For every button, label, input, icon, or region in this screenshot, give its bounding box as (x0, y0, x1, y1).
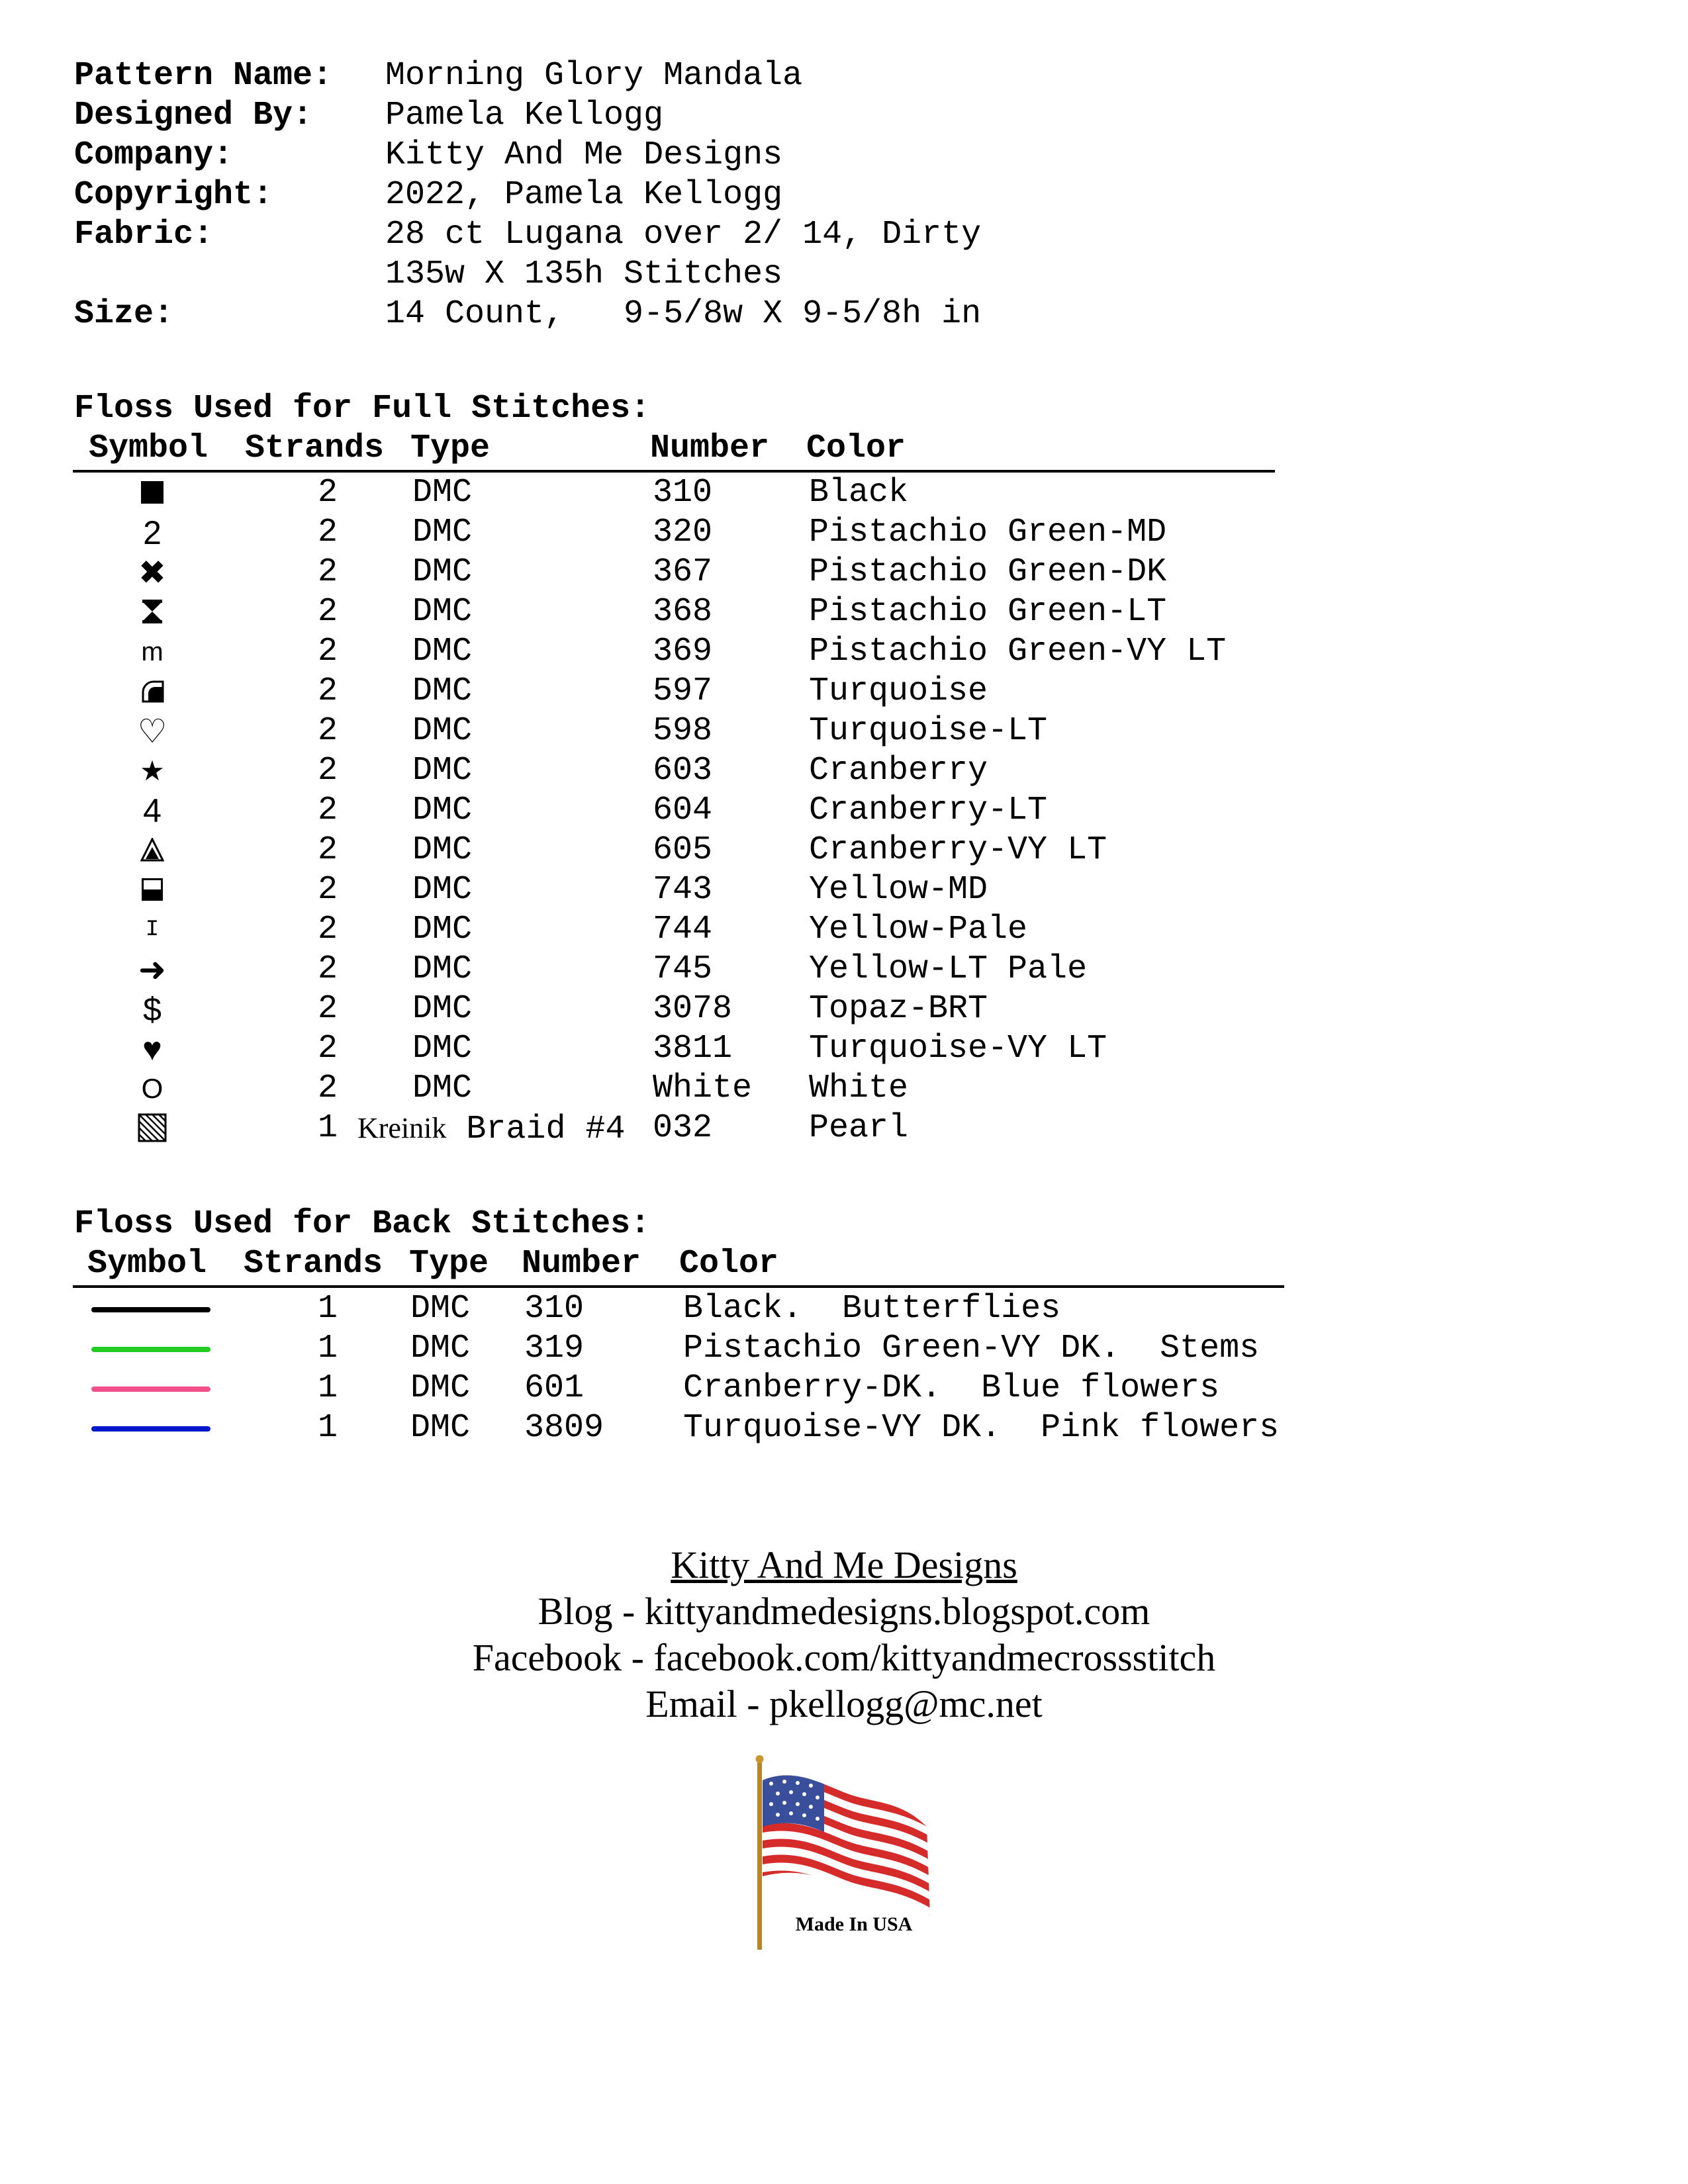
footer-blog[interactable]: Blog - kittyandmedesigns.blogspot.com (538, 1590, 1150, 1633)
strands-cell: 2 (318, 990, 338, 1028)
strands-cell: 2 (318, 1030, 338, 1068)
type-cell: DMC (410, 1330, 471, 1367)
color-cell: Pearl (809, 1109, 909, 1147)
info-label: Designed By: (74, 97, 313, 134)
strands-cell: 2 (318, 474, 338, 512)
strands-cell: 2 (318, 831, 338, 869)
number-cell: 032 (653, 1109, 713, 1147)
full-stitches-title: Floss Used for Full Stitches: (74, 390, 651, 428)
strands-cell: 2 (318, 792, 338, 829)
type-cell: DMC (412, 593, 473, 631)
table-row (0, 553, 1688, 592)
strands-cell: 2 (318, 871, 338, 909)
type-cell: DMC (412, 1030, 473, 1068)
number-cell: 597 (653, 672, 713, 710)
color-cell: Pistachio Green-DK (809, 553, 1167, 591)
table-row (0, 989, 1688, 1029)
table-row (0, 870, 1688, 910)
header-number: Number (522, 1245, 641, 1283)
type-cell: DMC (412, 950, 473, 988)
type-cell: DMC (410, 1290, 471, 1328)
type-cell (357, 1109, 625, 1150)
number-cell: 310 (524, 1290, 585, 1328)
type-cell: DMC (410, 1369, 471, 1407)
header-color: Color (679, 1245, 779, 1283)
color-cell: Turquoise-VY DK. Pink flowers (683, 1409, 1280, 1447)
table-row (0, 513, 1688, 553)
color-cell: Black (809, 474, 909, 512)
strands-cell: 2 (318, 752, 338, 790)
color-cell: Turquoise-LT (809, 712, 1048, 750)
number-cell: 368 (653, 593, 713, 631)
type-cell: DMC (412, 672, 473, 710)
number-cell: 744 (653, 911, 713, 948)
number-cell: 3078 (653, 990, 733, 1028)
strands-cell: 2 (318, 633, 338, 670)
number-cell: 743 (653, 871, 713, 909)
m-glyph: m (141, 637, 164, 666)
made-in-usa-logo (748, 1754, 940, 1952)
type-cell: DMC (412, 514, 473, 551)
type-cell: DMC (412, 553, 473, 591)
number-cell: 604 (653, 792, 713, 829)
number-cell: 745 (653, 950, 713, 988)
table-row (0, 831, 1688, 870)
table-row (0, 672, 1688, 711)
hourglass-icon (126, 592, 179, 632)
strands-cell: 2 (318, 1069, 338, 1107)
right-arrow-icon: ➜ (138, 951, 166, 988)
back-table-rule (73, 1285, 1284, 1288)
hatched-square-icon (126, 1109, 179, 1148)
pink-line-icon (91, 1387, 211, 1392)
black-line-icon (91, 1307, 211, 1312)
info-label: Pattern Name: (74, 57, 333, 95)
type-cell: DMC (412, 792, 473, 829)
color-cell: Cranberry-DK. Blue flowers (683, 1369, 1220, 1407)
number-cell: 3809 (524, 1409, 604, 1447)
type-brand: Kreinik (357, 1112, 447, 1144)
green-line-icon (91, 1347, 211, 1352)
strands-cell: 1 (318, 1109, 338, 1147)
i-beam-glyph: I (145, 917, 160, 942)
number-cell: 605 (653, 831, 713, 869)
type-cell: DMC (412, 474, 473, 512)
table-row (0, 910, 1688, 950)
table-row (0, 1329, 1688, 1369)
strands-cell: 1 (318, 1330, 338, 1367)
number-cell: 3811 (653, 1030, 733, 1068)
full-table-rule (73, 470, 1275, 473)
number-cell: 603 (653, 752, 713, 790)
strands-cell: 2 (318, 553, 338, 591)
color-cell: Cranberry-VY LT (809, 831, 1107, 869)
number-cell: 319 (524, 1330, 585, 1367)
footer-email[interactable]: Email - pkellogg@mc.net (645, 1682, 1043, 1725)
type-cell: DMC (412, 712, 473, 750)
footer-facebook[interactable]: Facebook - facebook.com/kittyandmecrossstitch (472, 1636, 1216, 1679)
table-row (0, 950, 1688, 989)
header-strands: Strands (244, 1245, 383, 1283)
number-cell: 367 (653, 553, 713, 591)
info-value: 2022, Pamela Kellogg (385, 176, 783, 214)
header-number: Number (650, 430, 770, 467)
strands-cell: 1 (318, 1369, 338, 1407)
header-symbol: Symbol (87, 1245, 207, 1283)
color-cell: Cranberry-LT (809, 792, 1048, 829)
table-row (0, 711, 1688, 751)
info-value: Morning Glory Mandala (385, 57, 803, 95)
info-value: 14 Count, 9-5/8w X 9-5/8h in (385, 295, 982, 333)
table-row (0, 473, 1688, 513)
info-label: Size: (74, 295, 174, 333)
color-cell: Pistachio Green-VY LT (809, 633, 1227, 670)
strands-cell: 2 (318, 950, 338, 988)
heart-outline-icon: ♡ (137, 713, 167, 750)
table-row (0, 1408, 1688, 1448)
header-color: Color (806, 430, 906, 467)
two-glyph: 2 (143, 514, 162, 551)
type-cell: DMC (412, 990, 473, 1028)
table-row (0, 1029, 1688, 1069)
info-value: 135w X 135h Stitches (385, 255, 783, 293)
half-filled-square-icon (126, 870, 179, 910)
info-value: 28 ct Lugana over 2/ 14, Dirty (385, 216, 982, 253)
strands-cell: 2 (318, 593, 338, 631)
table-row (0, 1289, 1688, 1329)
number-cell: 369 (653, 633, 713, 670)
table-row (0, 1109, 1688, 1148)
color-cell: Yellow-MD (809, 871, 988, 909)
info-value: Kitty And Me Designs (385, 136, 783, 174)
type-cell: DMC (412, 911, 473, 948)
strands-cell: 1 (318, 1409, 338, 1447)
blue-line-icon (91, 1426, 211, 1432)
strands-cell: 2 (318, 911, 338, 948)
color-cell: Pistachio Green-MD (809, 514, 1167, 551)
number-cell: 310 (653, 474, 713, 512)
type-cell: DMC (412, 831, 473, 869)
color-cell: Yellow-Pale (809, 911, 1028, 948)
number-cell: White (653, 1069, 753, 1107)
color-cell: Pistachio Green-VY DK. Stems (683, 1330, 1260, 1367)
type-cell: DMC (410, 1409, 471, 1447)
made-in-usa-caption: Made In USA (795, 1913, 913, 1935)
table-row (0, 751, 1688, 791)
header-symbol: Symbol (89, 430, 209, 467)
info-label: Copyright: (74, 176, 273, 214)
table-row (0, 1069, 1688, 1109)
table-row (0, 592, 1688, 632)
color-cell: White (809, 1069, 909, 1107)
color-cell: Turquoise (809, 672, 988, 710)
color-cell: Pistachio Green-LT (809, 593, 1167, 631)
back-stitches-title: Floss Used for Back Stitches: (74, 1205, 651, 1243)
header-type: Type (409, 1245, 489, 1283)
dollar-glyph: $ (143, 991, 162, 1028)
number-cell: 320 (653, 514, 713, 551)
color-cell: Topaz-BRT (809, 990, 988, 1028)
number-cell: 598 (653, 712, 713, 750)
triangle-in-triangle-icon (126, 831, 179, 870)
info-label: Company: (74, 136, 234, 174)
color-cell: Yellow-LT Pale (809, 950, 1088, 988)
header-type: Type (410, 430, 491, 467)
quarter-arc-icon (126, 672, 179, 711)
footer-company (0, 1542, 1688, 1588)
footer-company-title: Kitty And Me Designs (671, 1543, 1017, 1586)
type-cell: DMC (412, 633, 473, 670)
info-label: Fabric: (74, 216, 214, 253)
filled-square-icon (126, 473, 179, 513)
heart-filled-icon: ♥ (142, 1030, 162, 1068)
type-label: Braid #4 (466, 1111, 626, 1148)
strands-cell: 2 (318, 712, 338, 750)
star-icon: ★ (140, 755, 165, 786)
table-row (0, 791, 1688, 831)
info-value: Pamela Kellogg (385, 97, 664, 134)
four-glyph: 4 (143, 792, 162, 829)
color-cell: Black. Butterflies (683, 1290, 1061, 1328)
strands-cell: 2 (318, 514, 338, 551)
strands-cell: 2 (318, 672, 338, 710)
heavy-x-icon: ✖ (138, 554, 166, 591)
type-cell: DMC (412, 752, 473, 790)
table-row (0, 632, 1688, 672)
header-strands: Strands (245, 430, 385, 467)
color-cell: Cranberry (809, 752, 988, 790)
table-row (0, 1369, 1688, 1408)
o-glyph: O (141, 1073, 164, 1104)
number-cell: 601 (524, 1369, 585, 1407)
type-cell: DMC (412, 1069, 473, 1107)
type-cell: DMC (412, 871, 473, 909)
color-cell: Turquoise-VY LT (809, 1030, 1107, 1068)
strands-cell: 1 (318, 1290, 338, 1328)
